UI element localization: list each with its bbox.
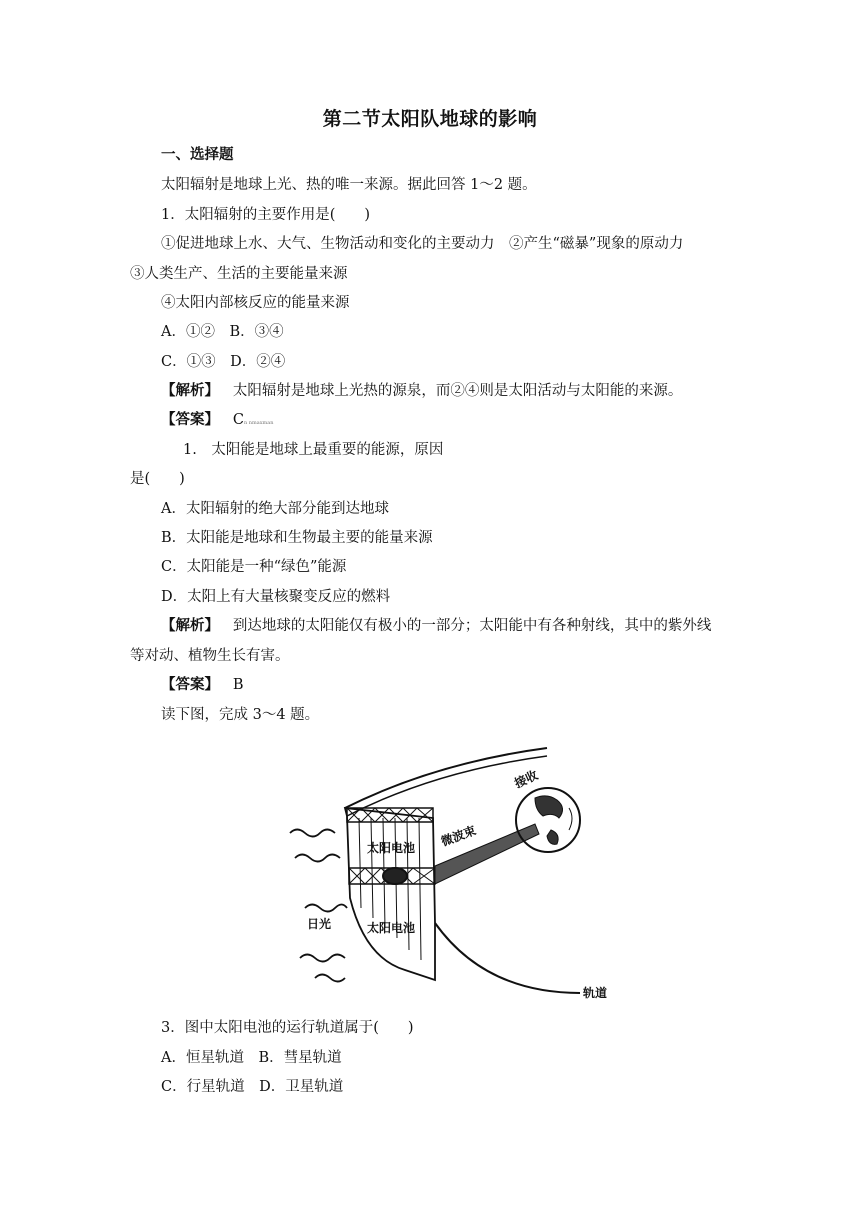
transmitter: [383, 868, 407, 884]
question-2-choice: B．太阳能是地球和生物最主要的能量来源: [161, 530, 433, 546]
question-1-option-line: ①促进地球上水、大气、生物活动和变化的主要动力 ②产生“磁暴”现象的原动力: [161, 236, 684, 252]
answer-artifact: n nmaxman: [243, 420, 274, 426]
question-2-stem: 是( ): [130, 471, 185, 487]
sunlight-wave: [295, 855, 340, 862]
question-2-answer: [161, 675, 243, 695]
question-1-analysis: [161, 381, 682, 401]
question-2-choice: D．太阳上有大量核聚变反应的燃料: [161, 589, 391, 605]
solar-panel-outline: [345, 808, 435, 980]
label-solar-cell-top: 太阳电池: [367, 841, 416, 855]
earth-continent: [535, 796, 563, 818]
question-1-choices: C．①③ D．②④: [161, 354, 286, 370]
label-solar-cell-bottom: 太阳电池: [367, 921, 416, 935]
orbit-arc-bottom: [435, 923, 580, 993]
question-3-stem: 3．图中太阳电池的运行轨道属于( ): [161, 1020, 414, 1036]
question-1-choices: A．①② B．③④: [161, 324, 284, 340]
question-2-choice: A．太阳辐射的绝大部分能到达地球: [161, 501, 389, 517]
sunlight-wave: [290, 830, 335, 837]
intro-text: 太阳辐射是地球上光、热的唯一来源。据此回答 1～2 题。: [161, 177, 537, 193]
sunlight-wave: [305, 905, 347, 912]
panel-strips: [359, 818, 421, 960]
analysis-text: 到达地球的太阳能仅有极小的一部分；太阳能中有各种射线，其中的紫外线: [232, 618, 712, 634]
question-1-stem: 1．太阳辐射的主要作用是( ): [161, 207, 371, 223]
question-2-choice: C．太阳能是一种“绿色”能源: [161, 559, 347, 575]
question-2-analysis-cont: 等对动、植物生长有害。: [130, 648, 290, 664]
label-receive: 接收: [512, 767, 541, 791]
answer-value: C: [232, 412, 244, 428]
solar-satellite-figure: [285, 738, 615, 1008]
label-orbit: 轨道: [583, 986, 608, 1000]
answer-label: 【答案】: [161, 677, 219, 693]
answer-label: 【答案】: [161, 412, 219, 428]
label-microwave: 微波束: [439, 823, 478, 849]
question-1-option-line: ③人类生产、生活的主要能量来源: [130, 266, 348, 282]
question-2-stem: 1. 太阳能是地球上最重要的能源，原因: [183, 442, 444, 458]
analysis-text: 太阳辐射是地球上光热的源泉，而②④则是太阳活动与太阳能的来源。: [232, 383, 683, 399]
figure-intro: 读下图，完成 3～4 题。: [161, 707, 320, 723]
answer-value: B: [232, 677, 244, 693]
analysis-label: 【解析】: [161, 618, 219, 634]
section-heading: 一、选择题: [161, 147, 234, 163]
question-2-analysis: [161, 616, 711, 636]
page-title: 第二节太阳队地球的影响: [322, 108, 538, 130]
label-sunlight: 日光: [307, 917, 332, 931]
sunlight-wave: [315, 975, 345, 982]
sunlight-wave: [300, 955, 345, 962]
question-3-choices: C．行星轨道 D．卫星轨道: [161, 1079, 344, 1095]
question-3-choices: A．恒星轨道 B．彗星轨道: [161, 1050, 342, 1066]
analysis-label: 【解析】: [161, 383, 219, 399]
question-1-answer: [161, 410, 273, 433]
question-1-option-line: ④太阳内部核反应的能量来源: [161, 295, 350, 311]
